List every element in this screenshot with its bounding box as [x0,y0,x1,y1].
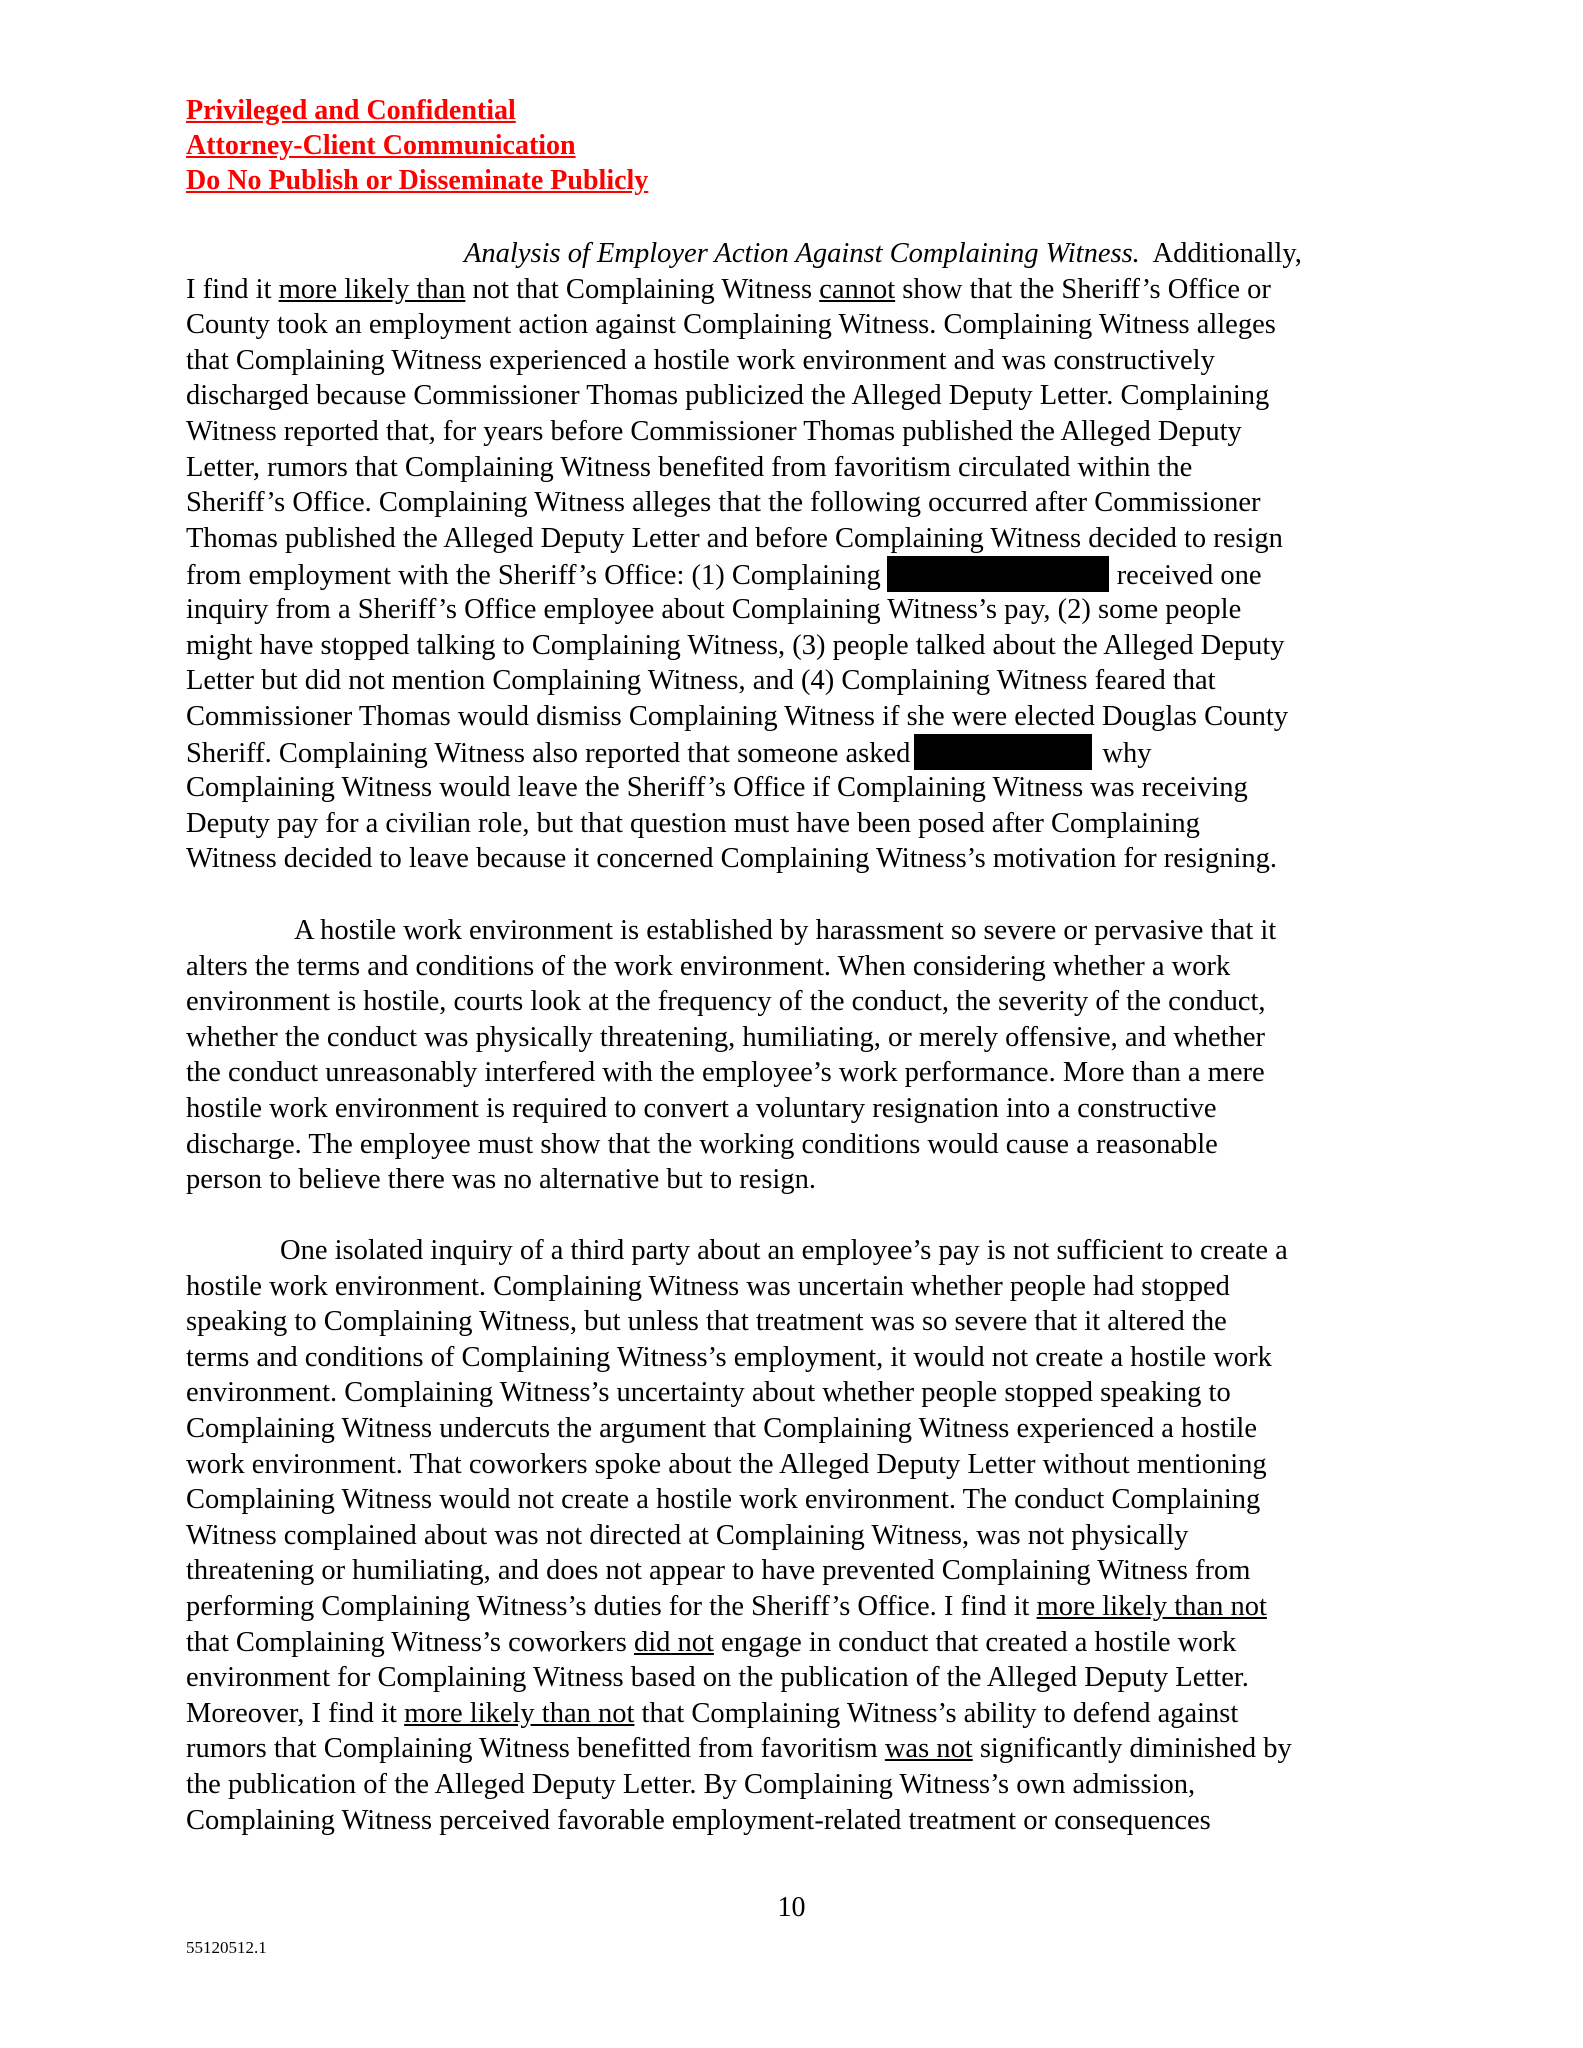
redaction-box [887,556,1109,592]
text-line: discharge. The employee must show that the working conditions would cause a reasonable [186,1128,1218,1160]
text-line: terms and conditions of Complaining Witness’s employment, it would not create a hostile work [186,1341,1272,1373]
header-line-privileged: Privileged and Confidential [186,95,516,126]
text-line: speaking to Complaining Witness, but unless that treatment was so severe that it altered the [186,1306,1227,1338]
text-line: Letter but did not mention Complaining Witness, and (4) Complaining Witness feared that [186,665,1216,697]
text-line: One isolated inquiry of a third party about an employee’s pay is not sufficient to create a [280,1235,1288,1266]
text-segment: from employment with the Sheriff’s Office: (1) Complaining [186,560,881,592]
text-line: that Complaining Witness experienced a hostile work environment and was constructively [186,344,1215,376]
underlined-text: more likely than not [404,1697,635,1729]
text-segment: received one [1116,560,1262,592]
text-line: County took an employment action against Complaining Witness. Complaining Witness alleges [186,309,1276,341]
text-line: environment for Complaining Witness based on the publication of the Alleged Deputy Letter. [186,1662,1249,1694]
header-line-attorney-client: Attorney-Client Communication [186,130,576,161]
underlined-text: was not [884,1733,973,1765]
text-segment: I find it [186,273,279,305]
text-line: Witness decided to leave because it concerned Complaining Witness’s motivation for resigning. [186,843,1277,875]
underlined-text: more likely than [278,273,466,305]
text-segment: Sheriff. Complaining Witness also reported that someone asked [186,738,911,770]
text-line: threatening or humiliating, and does not appear to have prevented Complaining Witness from [186,1555,1251,1587]
underlined-text: cannot [819,273,896,305]
text-line: Letter, rumors that Complaining Witness benefited from favoritism circulated within the [186,451,1193,483]
underlined-text: did not [633,1626,714,1658]
text-segment: that Complaining Witness’s coworkers [186,1626,634,1658]
text-line: Witness complained about was not directed at Complaining Witness, was not physically [186,1519,1189,1551]
confidentiality-header [186,93,648,198]
text-line: Commissioner Thomas would dismiss Complaining Witness if she were elected Douglas County [186,700,1289,732]
text-segment: rumors that Complaining Witness benefitted from favoritism [186,1733,885,1765]
text-line: Complaining Witness perceived favorable employment-related treatment or consequences [186,1804,1211,1836]
text-line: environment. Complaining Witness’s uncertainty about whether people stopped speaking to [186,1377,1231,1409]
paragraph-isolated-inquiry [186,1233,1292,1838]
text-segment: significantly diminished by [972,1733,1292,1765]
text-line: alters the terms and conditions of the work environment. When considering whether a work [186,950,1231,982]
text-line: Sheriff’s Office. Complaining Witness alleges that the following occurred after Commissioner [186,487,1261,519]
text-segment: performing Complaining Witness’s duties for the Sheriff’s Office. I find it [186,1590,1037,1622]
text-line: discharged because Commissioner Thomas publicized the Alleged Deputy Letter. Complaining [186,380,1270,412]
text-line: A hostile work environment is established by harassment so severe or pervasive that it [294,915,1277,946]
page-number: 10 [777,1892,806,1923]
text-segment: not that Complaining Witness [465,273,820,305]
text-line: Thomas published the Alleged Deputy Letter and before Complaining Witness decided to resign [186,522,1283,554]
text-line: whether the conduct was physically threatening, humiliating, or merely offensive, and whether [186,1021,1265,1053]
text-segment: show that the Sheriff’s Office or [895,273,1271,305]
text-line: work environment. That coworkers spoke about the Alleged Deputy Letter without mentioning [186,1448,1267,1480]
text-segment: Additionally, [1152,238,1302,269]
section-heading: Analysis of Employer Action Against Complaining Witness. [464,238,1140,269]
text-line: Deputy pay for a civilian role, but that question must have been posed after Complaining [186,807,1200,839]
text-segment: Moreover, I find it [186,1697,405,1729]
header-line-do-not-publish: Do No Publish or Disseminate Publicly [186,165,649,196]
paragraph-hostile-environment [186,913,1276,1198]
text-line: person to believe there was no alternative but to resign. [186,1164,816,1196]
text-line: the conduct unreasonably interfered with the employee’s work performance. More than a mere [186,1057,1265,1089]
text-line: hostile work environment. Complaining Witness was uncertain whether people had stopped [186,1270,1230,1302]
document-id: 55120512.1 [186,1938,267,1957]
text-line: the publication of the Alleged Deputy Letter. By Complaining Witness’s own admission, [186,1768,1196,1800]
text-line: Witness reported that, for years before Commissioner Thomas published the Alleged Deputy [186,415,1242,447]
text-segment: that Complaining Witness’s ability to defend against [634,1697,1239,1729]
text-line: environment is hostile, courts look at the frequency of the conduct, the severity of the conduct, [186,986,1266,1018]
text-segment: engage in conduct that created a hostile work [713,1626,1237,1658]
text-line: might have stopped talking to Complaining Witness, (3) people talked about the Alleged Deputy [186,629,1285,661]
text-line: inquiry from a Sheriff’s Office employee about Complaining Witness’s pay, (2) some people [186,593,1242,625]
paragraph-employer-action [186,236,1302,877]
underlined-text: more likely than not [1036,1590,1267,1622]
text-line: hostile work environment is required to convert a voluntary resignation into a constructive [186,1092,1217,1124]
text-segment: why [1102,738,1152,770]
text-line: Complaining Witness would not create a hostile work environment. The conduct Complaining [186,1484,1261,1516]
text-line: Complaining Witness undercuts the argument that Complaining Witness experienced a hostile [186,1412,1258,1444]
redaction-box [914,734,1092,770]
text-line: Complaining Witness would leave the Sheriff’s Office if Complaining Witness was receiving [186,771,1248,803]
